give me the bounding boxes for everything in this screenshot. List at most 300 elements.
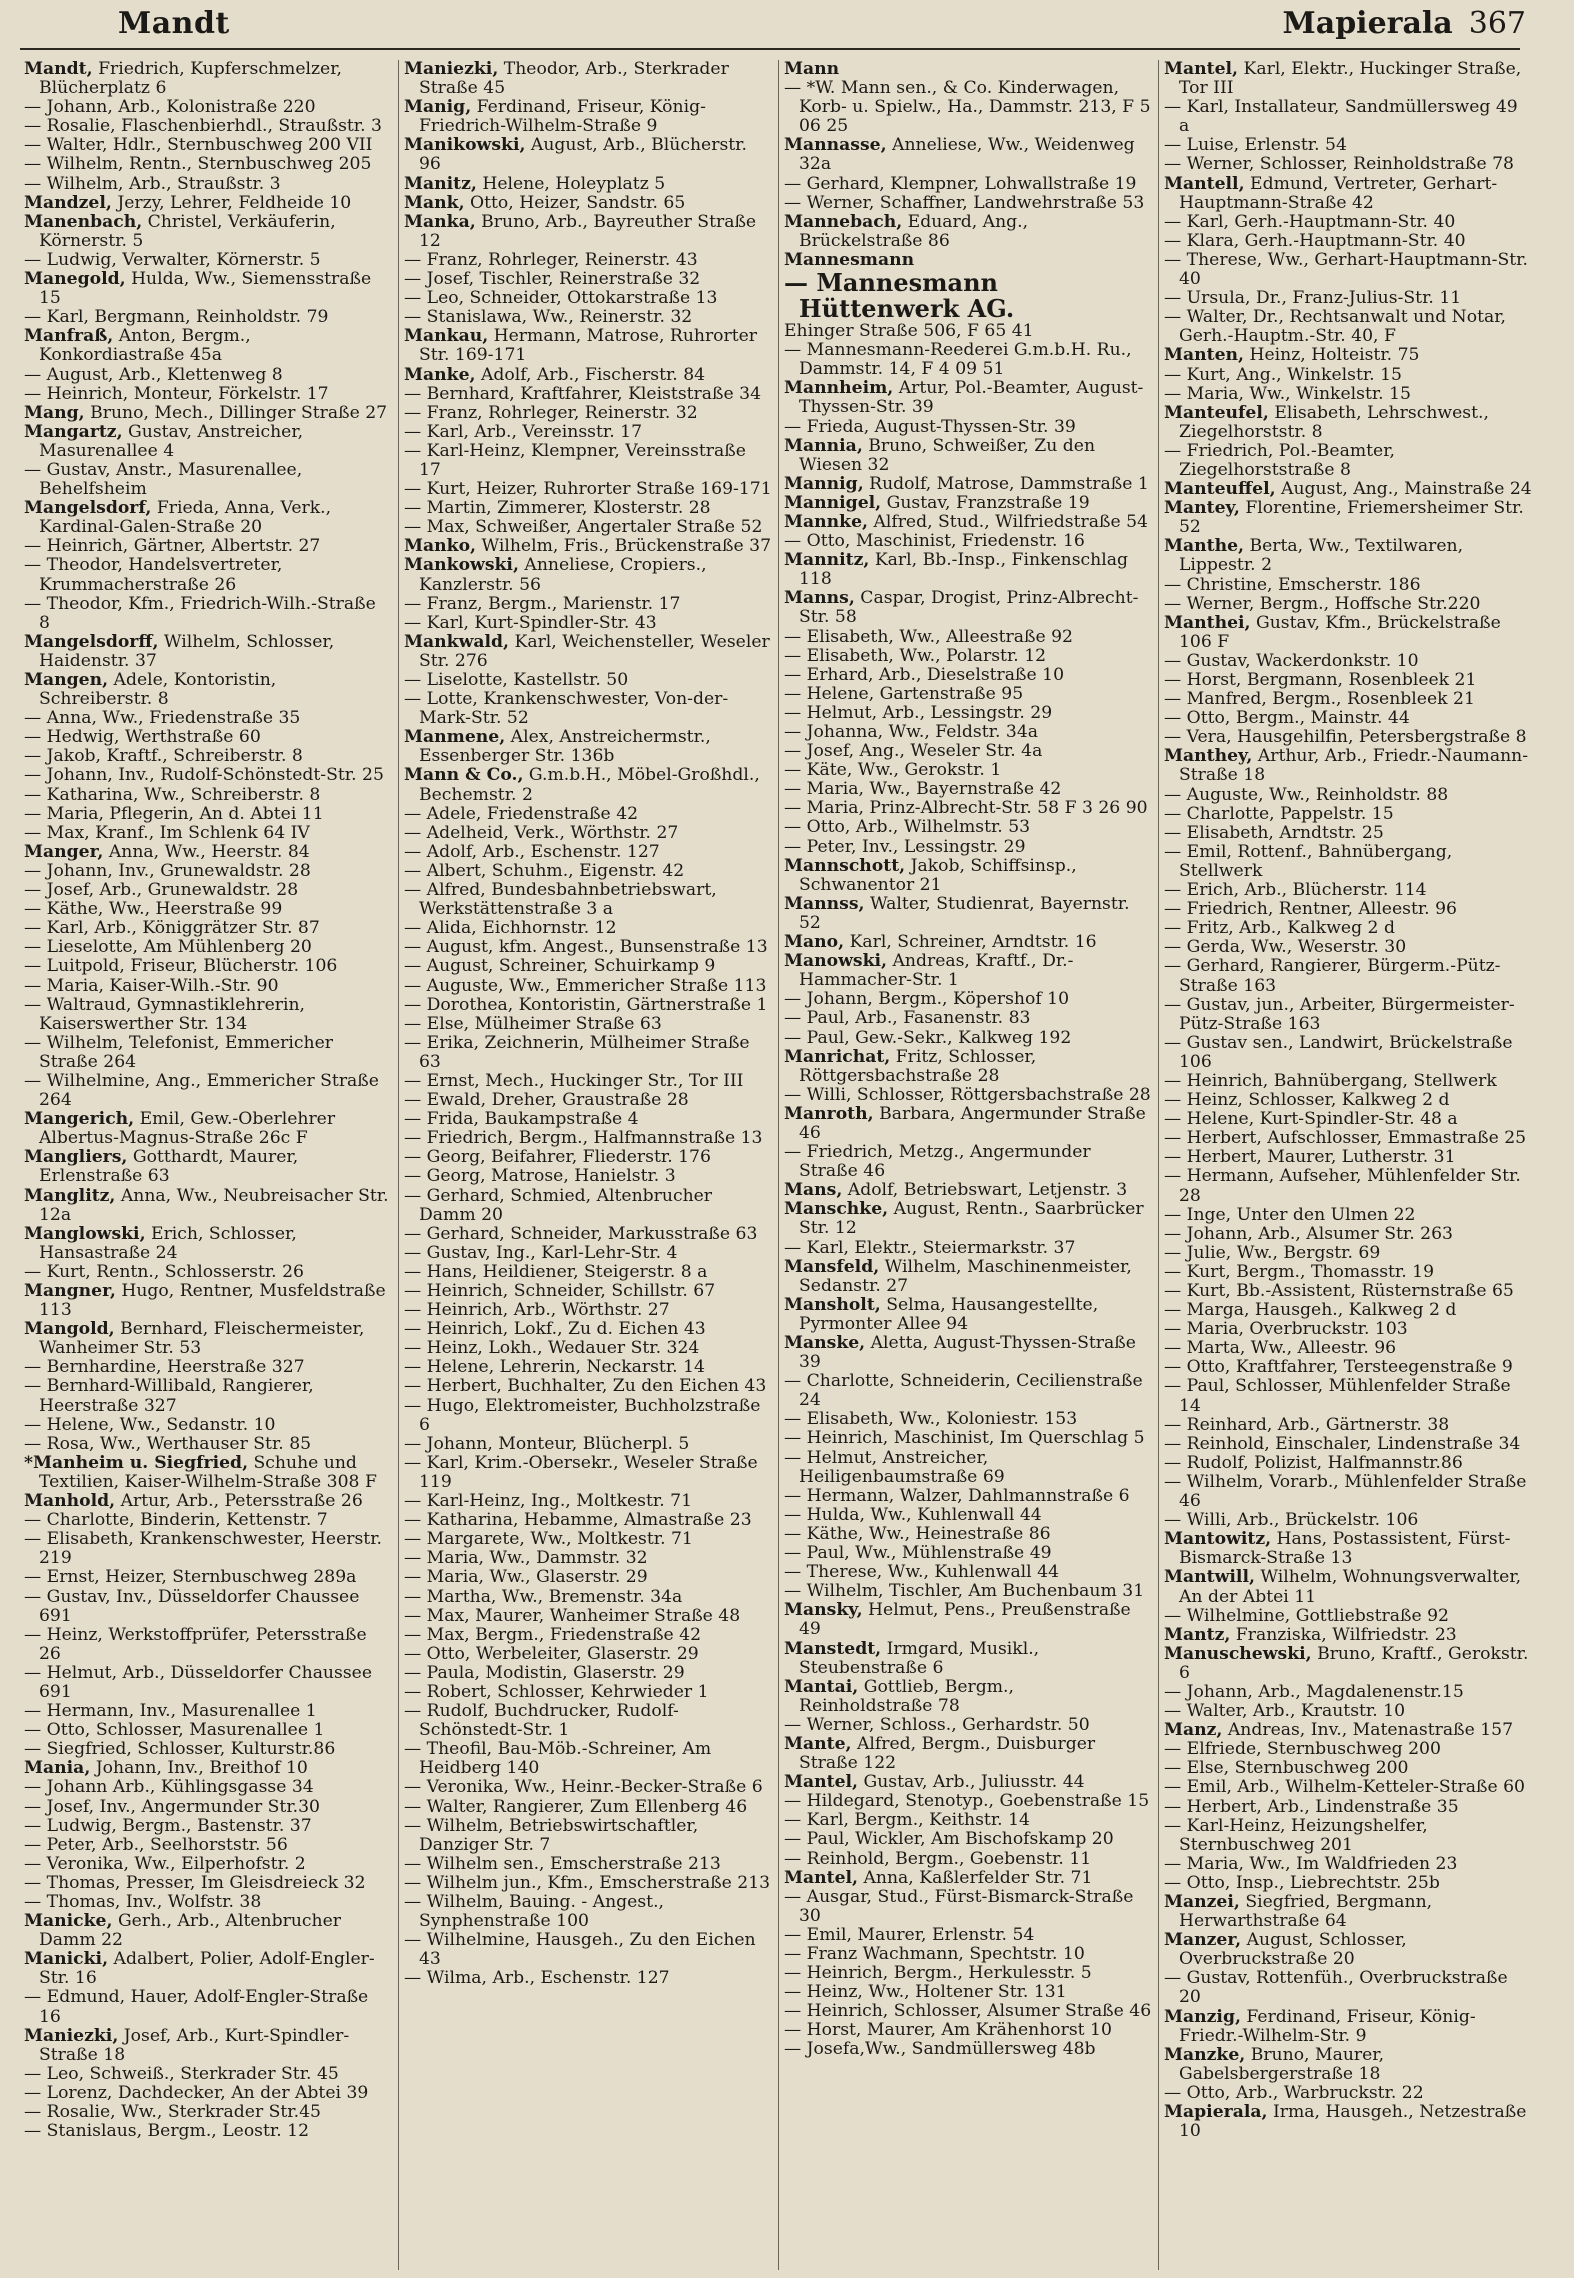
- directory-entry: [1164, 385, 1532, 404]
- entry-details: — Josef, Ang., Weseler Str. 4a: [784, 741, 1043, 762]
- entry-details: — Wilhelmine, Gottliebstraße 92: [1164, 1605, 1449, 1626]
- directory-entry: [404, 862, 772, 881]
- directory-entry: [404, 996, 772, 1015]
- entry-surname: Manenbach,: [24, 211, 143, 232]
- entry-details: — Luise, Erlenstr. 54: [1164, 135, 1347, 156]
- entry-details: Schuhe und Textilien, Kaiser-Wilhelm-Straße 308 F: [39, 1452, 377, 1492]
- directory-entry: [24, 194, 392, 213]
- entry-surname: Mandzel,: [24, 192, 112, 213]
- entry-details: Anna, Kaßlerfelder Str. 71: [858, 1867, 1093, 1888]
- entry-details: — Charlotte, Schneiderin, Cecilienstraße 24: [784, 1371, 1143, 1411]
- entry-details: — Max, Maurer, Wanheimer Straße 48: [404, 1605, 741, 1626]
- entry-details: — Heinz, Lokh., Wedauer Str. 324: [404, 1338, 700, 1359]
- directory-entry: [404, 1225, 772, 1244]
- entry-surname: Manke,: [404, 364, 476, 385]
- entry-details: — Charlotte, Binderin, Kettenstr. 7: [24, 1510, 328, 1531]
- entry-details: — Wilhelm, Arb., Straußstr. 3: [24, 173, 281, 194]
- directory-entry: [1164, 709, 1532, 728]
- entry-details: — Johann, Bergm., Köpershof 10: [784, 989, 1070, 1010]
- entry-details: Wilhelm, Schlosser, Haidenstr. 37: [39, 631, 335, 671]
- entry-details: — Rudolf, Polizist, Halfmannstr.86: [1164, 1452, 1463, 1473]
- entry-details: — Franz Wachmann, Spechtstr. 10: [784, 1944, 1085, 1964]
- directory-entry: [24, 117, 392, 136]
- entry-details: — Gustav, Anstr., Masurenallee, Behelfsheim: [24, 459, 303, 500]
- directory-entry: [784, 1334, 1152, 1372]
- entry-surname: Mannss,: [784, 893, 865, 914]
- entry-details: — Kurt, Heizer, Ruhrorter Straße 169-171: [404, 479, 772, 500]
- entry-details: Johann, Inv., Breithof 10: [90, 1758, 308, 1779]
- entry-surname: Manroth,: [784, 1103, 874, 1124]
- directory-entry: [404, 175, 772, 194]
- entry-details: Hulda, Ww., Siemensstraße 15: [39, 269, 372, 309]
- directory-entry: [784, 742, 1152, 761]
- directory-entry: [1164, 652, 1532, 671]
- entry-surname: Mansky,: [784, 1600, 863, 1621]
- directory-entry: [404, 690, 772, 728]
- directory-entry: [784, 666, 1152, 685]
- directory-entry: [24, 1759, 392, 1778]
- entry-surname: Mansholt,: [784, 1294, 881, 1315]
- entry-details: — Heinz, Schlosser, Kalkweg 2 d: [1164, 1090, 1450, 1111]
- entry-details: — Albert, Schuhm., Eigenstr. 42: [404, 860, 685, 881]
- entry-details: — Wilhelm, Vorarb., Mühlenfelder Straße 46: [1164, 1471, 1527, 1512]
- directory-entry: [24, 1874, 392, 1893]
- directory-entry: [24, 671, 392, 709]
- entry-surname: Manowski,: [784, 951, 888, 972]
- directory-entry: [1164, 1511, 1532, 1530]
- entry-details: Elisabeth, Lehrschwest., Ziegelhorststr. 8: [1179, 402, 1489, 442]
- directory-entry: [404, 671, 772, 690]
- entry-details: — Ludwig, Bergm., Bastenstr. 37: [24, 1815, 312, 1836]
- directory-entry: [784, 1429, 1152, 1448]
- entry-details: Gustav, Kfm., Brückelstraße 106 F: [1179, 612, 1501, 652]
- directory-entry: [24, 862, 392, 881]
- entry-details: — Elfriede, Sternbuschweg 200: [1164, 1739, 1441, 1760]
- directory-entry: [24, 556, 392, 594]
- column-1: [24, 60, 392, 2270]
- directory-entry: [24, 270, 392, 308]
- entry-details: — Leo, Schneider, Ottokarstraße 13: [404, 288, 718, 309]
- entry-details: — Kurt, Bb.-Assistent, Rüsternstraße 65: [1164, 1281, 1514, 1301]
- directory-entry: [1164, 1702, 1532, 1721]
- entry-details: — Stanislawa, Ww., Reinerstr. 32: [404, 307, 693, 328]
- entry-details: — Martha, Ww., Bremenstr. 34a: [404, 1586, 683, 1607]
- entry-surname: Manzer,: [1164, 1930, 1242, 1951]
- entry-details: Bruno, Kraftf., Gerokstr. 6: [1179, 1643, 1529, 1683]
- entry-details: — Alfred, Bundesbahnbetriebswart, Werkstättenstraße 3 a: [404, 880, 717, 920]
- entry-surname: Mantowitz,: [1164, 1529, 1272, 1550]
- directory-entry: [404, 1110, 772, 1129]
- entry-details: — Rosalie, Flaschenbierhdl., Straußstr. 3: [24, 116, 382, 137]
- directory-entry: [784, 1830, 1152, 1849]
- entry-details: — Theodor, Handelsvertreter, Krummacherstraße 26: [24, 555, 283, 595]
- entry-details: Helene, Holeyplatz 5: [476, 173, 666, 194]
- directory-entry: [404, 1244, 772, 1263]
- entry-details: Anneliese, Ww., Weidenweg 32a: [799, 135, 1135, 175]
- directory-entry: [784, 1410, 1152, 1429]
- entry-surname: Manske,: [784, 1333, 866, 1353]
- entry-details: Wilhelm, Wohnungsverwalter, An der Abtei 11: [1179, 1567, 1522, 1607]
- directory-entry: [1164, 1721, 1532, 1740]
- entry-details: Artur, Pol.-Beamter, August-Thyssen-Str. 39: [799, 378, 1144, 418]
- entry-details: — Heinrich, Maschinist, Im Querschlag 5: [784, 1428, 1145, 1449]
- entry-details: — Heinz, Ww., Holtener Str. 131: [784, 1982, 1067, 2003]
- entry-details: Edmund, Vertreter, Gerhart-Hauptmann-Straße 42: [1179, 173, 1498, 213]
- directory-entry: [24, 1187, 392, 1225]
- directory-entry: [24, 1435, 392, 1454]
- directory-entry: [1164, 595, 1532, 614]
- directory-entry: [24, 1282, 392, 1320]
- entry-details: — Heinrich, Gärtner, Albertstr. 27: [24, 536, 321, 557]
- directory-entry: [404, 1530, 772, 1549]
- entry-details: Gerh., Arb., Altenbrucher Damm 22: [39, 1911, 341, 1951]
- entry-details: — Karl, Arb., Königgrätzer Str. 87: [24, 918, 320, 939]
- directory-entry: [404, 1377, 772, 1396]
- directory-entry: [1164, 2008, 1532, 2046]
- entry-details: G.m.b.H., Möbel-Großhdl., Bechemstr. 2: [419, 765, 760, 805]
- directory-entry: [784, 194, 1152, 213]
- directory-entry: [1164, 1530, 1532, 1568]
- directory-entry: [784, 723, 1152, 742]
- directory-entry: [784, 1983, 1152, 2002]
- entry-surname: Manglowski,: [24, 1223, 146, 1244]
- directory-entry: [24, 1740, 392, 1759]
- entry-details: — Hermann, Aufseher, Mühlenfelder Str. 28: [1164, 1166, 1521, 1206]
- entry-details: — Jakob, Kraftf., Schreiberstr. 8: [24, 746, 303, 767]
- entry-surname: Mantey,: [1164, 498, 1240, 519]
- directory-entry: [1164, 1607, 1532, 1626]
- entry-details: — Wilhelm, Bauing. - Angest., Synphenstraße 100: [404, 1892, 664, 1932]
- directory-entry: [404, 1454, 772, 1492]
- entry-details: — Karl, Arb., Vereinsstr. 17: [404, 421, 643, 442]
- directory-entry: [1164, 1034, 1532, 1072]
- directory-entry: [404, 1435, 772, 1454]
- entry-details: — Erhard, Arb., Dieselstraße 10: [784, 664, 1065, 685]
- directory-entry: [784, 2002, 1152, 2021]
- directory-entry: [1164, 2084, 1532, 2103]
- directory-entry: [404, 136, 772, 174]
- directory-entry: [784, 1888, 1152, 1926]
- entry-details: Wilhelm, Fris., Brückenstraße 37: [476, 536, 772, 557]
- directory-entry: [404, 499, 772, 518]
- entry-details: — Horst, Bergmann, Rosenbleek 21: [1164, 670, 1477, 690]
- entry-details: — Rudolf, Buchdrucker, Rudolf-Schönstedt-Str. 1: [404, 1701, 679, 1741]
- directory-entry: [1164, 251, 1532, 289]
- entry-details: — Johann, Arb., Kolonistraße 220: [24, 97, 316, 118]
- entry-surname: Mankowski,: [404, 555, 519, 576]
- directory-entry: [404, 1740, 772, 1778]
- directory-entry: [784, 1009, 1152, 1028]
- directory-entry: [404, 251, 772, 270]
- entry-details: — Wilhelm, Rentn., Sternbuschweg 205: [24, 154, 372, 175]
- directory-entry: [784, 1563, 1152, 1582]
- directory-entry: [1164, 2103, 1532, 2141]
- directory-entry: [24, 1912, 392, 1950]
- directory-entry: [1164, 1740, 1532, 1759]
- directory-entry: [24, 1072, 392, 1110]
- directory-entry: [404, 1358, 772, 1377]
- directory-entry: [1164, 1167, 1532, 1205]
- directory-entry: [24, 1664, 392, 1702]
- directory-entry: [404, 1301, 772, 1320]
- directory-entry: [784, 780, 1152, 799]
- directory-entry: [784, 857, 1152, 895]
- entry-details: — Helene, Gartenstraße 95: [784, 683, 1024, 704]
- entry-details: — Friedrich, Pol.-Beamter, Ziegelhorststraße 8: [1164, 440, 1395, 480]
- directory-entry: [784, 838, 1152, 857]
- directory-entry: [24, 1034, 392, 1072]
- directory-entry: [24, 1263, 392, 1282]
- directory-entry: [784, 1601, 1152, 1639]
- entry-details: — Siegfried, Schlosser, Kulturstr.86: [24, 1739, 336, 1760]
- directory-entry: [24, 1950, 392, 1988]
- directory-entry: [784, 513, 1152, 532]
- directory-entry: [1164, 728, 1532, 747]
- entry-details: — Gerda, Ww., Weserstr. 30: [1164, 937, 1407, 958]
- entry-surname: Mania,: [24, 1758, 91, 1779]
- entry-details: Hugo, Rentner, Musfeldstraße 113: [39, 1281, 386, 1321]
- entry-details: — Karl, Installateur, Sandmüllersweg 49 a: [1164, 97, 1518, 137]
- entry-details: — Christine, Emscherstr. 186: [1164, 574, 1421, 595]
- entry-details: Adolf, Arb., Fischerstr. 84: [475, 364, 706, 385]
- directory-entry: [24, 1817, 392, 1836]
- directory-entry: [1164, 1244, 1532, 1263]
- directory-entry: [24, 1855, 392, 1874]
- entry-details: — Heinz, Werkstoffprüfer, Petersstraße 26: [24, 1624, 367, 1664]
- entry-details: — Johann, Monteur, Blücherpl. 5: [404, 1433, 690, 1454]
- entry-details: — Erika, Zeichnerin, Mülheimer Straße 63: [404, 1032, 750, 1072]
- directory-entry: [24, 1798, 392, 1817]
- entry-details: Andreas, Kraftf., Dr.-Hammacher-Str. 1: [799, 951, 1074, 991]
- entry-surname: Manicke,: [24, 1911, 113, 1932]
- directory-entry: [404, 1817, 772, 1855]
- directory-entry: [24, 1702, 392, 1721]
- entry-surname: Manhold,: [24, 1491, 116, 1512]
- entry-details: — Karl, Bergmann, Reinholdstr. 79: [24, 307, 329, 328]
- entry-details: — Maria, Ww., Winkelstr. 15: [1164, 383, 1411, 404]
- entry-details: Alex, Anstreichermstr., Essenberger Str. 136b: [419, 727, 711, 767]
- entry-details: — Josef, Tischler, Reinerstraße 32: [404, 269, 701, 290]
- entry-details: — Marga, Hausgeh., Kalkweg 2 d: [1164, 1300, 1457, 1321]
- entry-details: — Paul, Ww., Mühlenstraße 49: [784, 1543, 1052, 1564]
- entry-surname: Mannasse,: [784, 135, 887, 156]
- directory-entry: [1164, 1129, 1532, 1148]
- directory-entry: [24, 1492, 392, 1511]
- directory-entry: [404, 977, 772, 996]
- entry-details: — Käthe, Ww., Heinestraße 86: [784, 1523, 1051, 1544]
- directory-entry: [404, 1626, 772, 1645]
- entry-details: Rudolf, Matrose, Dammstraße 1: [863, 473, 1149, 494]
- directory-entry: [24, 919, 392, 938]
- entry-details: — Gerhard, Schmied, Altenbrucher Damm 20: [404, 1185, 713, 1225]
- entry-surname: Mannschott,: [784, 855, 906, 876]
- entry-details: — Gustav, Wackerdonkstr. 10: [1164, 650, 1419, 671]
- directory-entry: [1164, 1874, 1532, 1893]
- entry-surname: Mano,: [784, 932, 845, 953]
- entry-details: Wilhelm, Maschinenmeister, Sedanstr. 27: [799, 1256, 1132, 1296]
- directory-entry: [1164, 576, 1532, 595]
- entry-details: — Max, Kranf., Im Schlenk 64 IV: [24, 822, 310, 843]
- entry-details: Hermann, Matrose, Ruhrorter Str. 169-171: [419, 326, 758, 366]
- entry-surname: Maniezki,: [404, 60, 499, 79]
- directory-entry: [1164, 1072, 1532, 1091]
- entry-details: — Karl, Bergm., Keithstr. 14: [784, 1810, 1030, 1831]
- entry-details: August, Schlosser, Overbruckstraße 20: [1179, 1930, 1407, 1970]
- directory-entry: [784, 895, 1152, 933]
- directory-entry: [784, 1544, 1152, 1563]
- directory-entry: [404, 614, 772, 633]
- entry-surname: Manthey,: [1164, 746, 1253, 767]
- directory-entry: [404, 1263, 772, 1282]
- entry-surname: Mankau,: [404, 326, 489, 347]
- entry-details: — Emil, Rottenf., Bahnübergang, Stellwerk: [1164, 841, 1453, 881]
- entry-details: — Werner, Schaffner, Landwehrstraße 53: [784, 192, 1145, 213]
- entry-details: — Franz, Rohrleger, Reinerstr. 32: [404, 402, 698, 423]
- directory-entry: [404, 442, 772, 480]
- entry-details: Karl, Weichensteller, Weseler Str. 276: [419, 631, 770, 671]
- entry-surname: Mangner,: [24, 1281, 116, 1301]
- directory-entry: [784, 1869, 1152, 1888]
- directory-entry: [784, 175, 1152, 194]
- entry-details: — Helmut, Arb., Lessingstr. 29: [784, 702, 1053, 723]
- entry-details: Ferdinand, Friseur, König-Friedr.-Wilhelm-Str. 9: [1179, 2006, 1476, 2046]
- entry-surname: Manmene,: [404, 727, 506, 748]
- entry-details: — Theofil, Bau-Möb.-Schreiner, Am Heidberg 140: [404, 1739, 712, 1779]
- entry-details: — Walter, Arb., Krautstr. 10: [1164, 1701, 1406, 1722]
- entry-details: Adele, Kontoristin, Schreiberstr. 8: [39, 670, 277, 710]
- directory-entry: [1164, 1817, 1532, 1855]
- entry-details: — Maria, Overbruckstr. 103: [1164, 1319, 1408, 1340]
- directory-entry: [24, 1721, 392, 1740]
- entry-surname: Mangelsdorf,: [24, 498, 152, 519]
- directory-entry: [24, 499, 392, 537]
- entry-details: — Helene, Ww., Sedanstr. 10: [24, 1414, 276, 1435]
- entry-details: Berta, Ww., Textilwaren, Lippestr. 2: [1179, 536, 1464, 576]
- entry-surname: Manteufel,: [1164, 402, 1269, 423]
- directory-entry: [404, 1874, 772, 1893]
- entry-details: — *W. Mann sen., & Co. Kinderwagen, Korb- u. Spielw., Ha., Dammstr. 213, F 5 06 25: [784, 78, 1151, 137]
- directory-entry: [404, 194, 772, 213]
- directory-entry: [404, 1492, 772, 1511]
- directory-entry: [784, 136, 1152, 174]
- directory-entry: [784, 1487, 1152, 1506]
- entry-details: — Heinrich, Lokf., Zu d. Eichen 43: [404, 1319, 706, 1340]
- directory-entry: [24, 1778, 392, 1797]
- entry-surname: Manteuffel,: [1164, 479, 1276, 500]
- directory-entry: [404, 728, 772, 766]
- directory-entry: [1164, 1377, 1532, 1415]
- entry-details: — Herbert, Aufschlosser, Emmastraße 25: [1164, 1128, 1527, 1149]
- entry-surname: Manka,: [404, 211, 476, 232]
- directory-entry: [24, 327, 392, 365]
- entry-details: — Hans, Heildiener, Steigerstr. 8 a: [404, 1261, 708, 1282]
- entry-details: Helmut, Pens., Preußenstraße 49: [799, 1600, 1131, 1640]
- entry-details: Alfred, Stud., Wilfriedstraße 54: [867, 511, 1148, 532]
- entry-details: — Kurt, Bergm., Thomasstr. 19: [1164, 1261, 1435, 1282]
- entry-details: — Otto, Bergm., Mainstr. 44: [1164, 708, 1410, 729]
- entry-details: — Paul, Schlosser, Mühlenfelder Straße 14: [1164, 1376, 1511, 1416]
- directory-entry: [1164, 308, 1532, 346]
- column-3: [784, 60, 1152, 2270]
- entry-details: — Karl, Elektr., Steiermarkstr. 37: [784, 1237, 1076, 1258]
- entry-details: — Gustav, jun., Arbeiter, Bürgermeister-Pütz-Straße 163: [1164, 994, 1515, 1034]
- entry-details: — Johann, Arb., Magdalenenstr.15: [1164, 1681, 1464, 1702]
- entry-details: — Maria, Pflegerin, An d. Abtei 11: [24, 803, 324, 824]
- entry-details: — Frieda, August-Thyssen-Str. 39: [784, 416, 1076, 437]
- entry-details: — Manfred, Bergm., Rosenbleek 21: [1164, 689, 1475, 710]
- directory-entry: [1164, 1339, 1532, 1358]
- entry-details: — Lotte, Krankenschwester, Von-der-Mark-Str. 52: [404, 689, 729, 729]
- directory-entry: [784, 437, 1152, 475]
- entry-details: — Maria, Prinz-Albrecht-Str. 58 F 3 26 90: [784, 798, 1148, 819]
- entry-details: — Karl-Heinz, Heizungshelfer, Sternbuschweg 201: [1164, 1815, 1428, 1855]
- directory-entry: [784, 1029, 1152, 1048]
- directory-entry: [784, 1105, 1152, 1143]
- entry-details: Christel, Verkäuferin, Körnerstr. 5: [39, 211, 336, 251]
- entry-details: — Dorothea, Kontoristin, Gärtnerstraße 1: [404, 994, 768, 1015]
- entry-details: — Maria, Ww., Dammstr. 32: [404, 1548, 648, 1569]
- entry-details: — Hermann, Walzer, Dahlmannstraße 6: [784, 1485, 1130, 1506]
- directory-entry: [404, 1148, 772, 1167]
- entry-details: — Hulda, Ww., Kuhlenwall 44: [784, 1504, 1042, 1525]
- directory-entry: [1164, 213, 1532, 232]
- entry-details: — Johann, Inv., Grunewaldstr. 28: [24, 860, 311, 881]
- directory-entry: [404, 1549, 772, 1568]
- entry-details: — Edmund, Hauer, Adolf-Engler-Straße 16: [24, 1987, 369, 2027]
- entry-surname: Manko,: [404, 536, 477, 557]
- directory-entry: [404, 957, 772, 976]
- entry-details: — Johann, Inv., Rudolf-Schönstedt-Str. 25: [24, 765, 384, 786]
- directory-entry: [1164, 366, 1532, 385]
- entry-details: — Ernst, Mech., Huckinger Str., Tor III: [404, 1070, 744, 1091]
- directory-entry: [1164, 60, 1532, 98]
- entry-details: — Max, Bergm., Friedenstraße 42: [404, 1624, 702, 1645]
- entry-details: — Karl, Krim.-Obersekr., Weseler Straße 119: [404, 1452, 758, 1492]
- entry-details: — Bernhard, Kraftfahrer, Kleiststraße 34: [404, 383, 762, 404]
- entry-details: — Ludwig, Verwalter, Körnerstr. 5: [24, 249, 321, 270]
- entry-details: Franziska, Wilfriedstr. 23: [1230, 1624, 1457, 1645]
- directory-entry: [1164, 938, 1532, 957]
- directory-entry: [404, 1015, 772, 1034]
- entry-details: Karl, Schreiner, Arndtstr. 16: [844, 932, 1097, 953]
- entry-details: Irma, Hausgeh., Netzestraße 10: [1179, 2102, 1527, 2142]
- directory-entry: [404, 385, 772, 404]
- directory-entry: [1164, 1798, 1532, 1817]
- directory-entry: [784, 60, 1152, 79]
- entry-details: — Ernst, Heizer, Sternbuschweg 289a: [24, 1567, 357, 1588]
- entry-details: — Bernhard-Willibald, Rangierer, Heerstraße 327: [24, 1376, 314, 1416]
- entry-details: — Heinrich, Schneider, Schillstr. 67: [404, 1281, 716, 1301]
- entry-details: Karl, Bb.-Insp., Finkenschlag 118: [799, 550, 1128, 590]
- entry-details: — Charlotte, Pappelstr. 15: [1164, 803, 1394, 824]
- directory-entry: [404, 1645, 772, 1664]
- entry-surname: Manten,: [1164, 345, 1245, 366]
- entry-details: — Margarete, Ww., Moltkestr. 71: [404, 1529, 693, 1550]
- entry-details: — Else, Sternbuschweg 200: [1164, 1758, 1409, 1779]
- directory-entry: [784, 1850, 1152, 1869]
- entry-details: — Hedwig, Werthstraße 60: [24, 727, 261, 748]
- directory-entry: [24, 2065, 392, 2084]
- directory-entry: [1164, 824, 1532, 843]
- directory-entry: [1164, 136, 1532, 155]
- directory-entry: [784, 1811, 1152, 1830]
- directory-entry: [784, 1048, 1152, 1086]
- directory-entry: [24, 843, 392, 862]
- directory-entry: [24, 709, 392, 728]
- entry-details: — Wilhelm, Telefonist, Emmericher Straße 264: [24, 1032, 333, 1072]
- directory-entry: [404, 1931, 772, 1969]
- directory-entry: [1164, 1263, 1532, 1282]
